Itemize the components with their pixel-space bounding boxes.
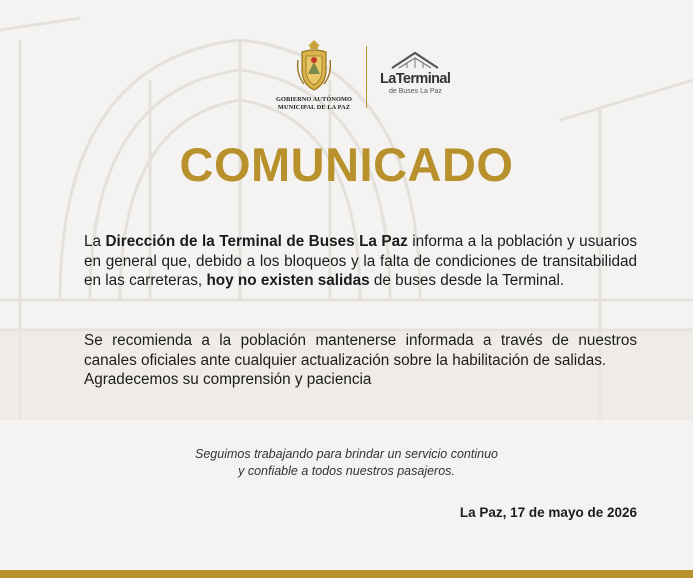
terminal-logo xyxy=(380,50,456,96)
closing-line1: Seguimos trabajando para brindar un servicio continuo xyxy=(195,447,498,461)
terminal-roof-icon xyxy=(390,50,440,70)
gov-logo-line1: GOBIERNO AUTÓNOMO xyxy=(275,96,353,103)
p1-text-2: informa a la población y usuarios en general que, debido a los bloqueos y la falta de condiciones de transitabilidad en las carreteras, xyxy=(84,233,638,290)
page-title: COMUNICADO xyxy=(179,138,514,191)
closing-message xyxy=(0,446,693,480)
terminal-logo-subtitle: de Buses La Paz xyxy=(389,88,442,95)
p2-line2: Agradecemos su comprensión y paciencia xyxy=(84,371,372,389)
p1-text-3: de buses desde la Terminal. xyxy=(369,272,565,290)
paragraph-announcement xyxy=(84,232,637,291)
p1-text-1: La xyxy=(84,233,106,250)
gov-logo-line2: MUNICIPAL DE LA PAZ xyxy=(277,103,351,111)
coat-of-arms-icon xyxy=(294,40,334,92)
p1-bold-terminal: Dirección de la Terminal de Buses La Paz xyxy=(105,233,408,250)
gov-municipal-logo xyxy=(272,40,356,111)
p2-line1: Se recomienda a la población mantenerse informada a través de nuestros canales oficiales ante cualquier actualización sobre la habilitación de salidas. xyxy=(84,332,637,369)
paragraph-recommendation xyxy=(84,331,637,390)
p1-bold-no-departures: hoy no existen salidas xyxy=(206,272,370,290)
terminal-logo-name: LaTerminal xyxy=(380,71,451,87)
header-logos xyxy=(0,40,693,110)
logo-divider xyxy=(366,46,367,108)
date-line: La Paz, 17 de mayo de 2026 xyxy=(459,505,637,520)
bottom-gold-bar xyxy=(0,570,693,578)
closing-line2: y confiable a todos nuestros pasajeros. xyxy=(238,464,455,478)
